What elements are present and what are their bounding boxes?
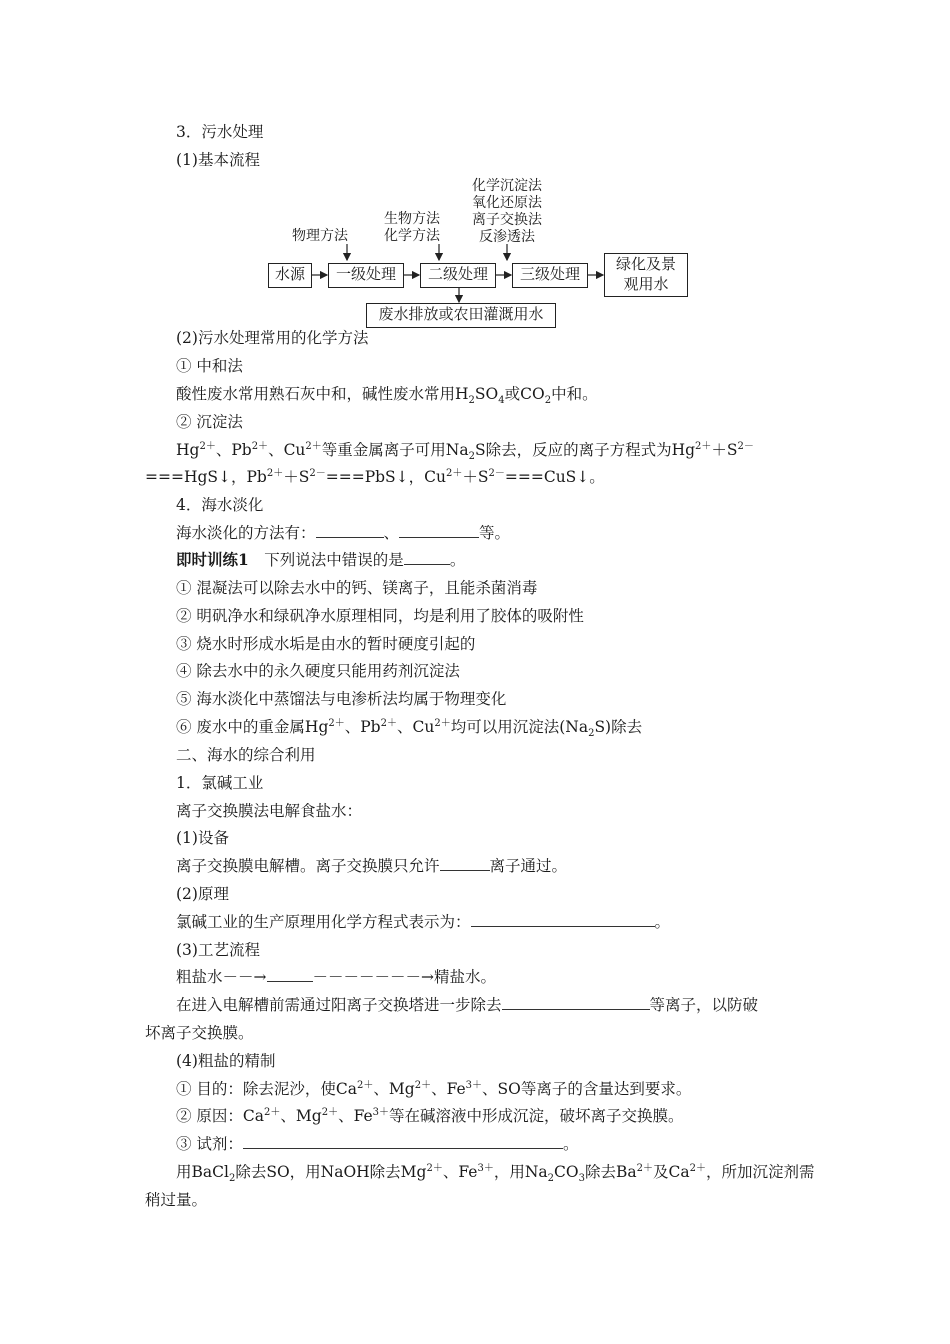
paragraph: ③ 试剂： 。 [176, 1135, 579, 1153]
paragraph: ① 目的：除去泥沙，使$Ca^{2+}$、$Mg^{2+}$、$Fe^{3+}$、SO等离子的含量达到要求。 [176, 1079, 692, 1098]
paragraph: 酸性废水常用熟石灰中和，碱性废水常用$H_2SO_4$或$CO_2$中和。 [176, 385, 598, 407]
blank[interactable] [316, 523, 384, 538]
subheading: (3)工艺流程 [176, 941, 260, 959]
method-title: ② 沉淀法 [176, 413, 243, 431]
box-greening-l2: 观用水 [623, 275, 669, 293]
label-redox: 氧化还原法 [472, 195, 542, 211]
blank[interactable] [502, 995, 650, 1010]
box-primary: 一级处理 [328, 263, 404, 288]
label-chem: 化学方法 [384, 228, 440, 244]
exercise-title: 即时训练1 [176, 550, 249, 569]
section-heading: 二、海水的综合利用 [176, 746, 316, 764]
blank[interactable] [243, 1134, 563, 1149]
paragraph: ===HgS↓，$Pb^{2+}+S^{2-}===PbS↓$，$Cu^{2+}+S^{2-}===CuS↓$。 [145, 467, 605, 486]
section-heading: 4．海水淡化 [176, 496, 264, 514]
method-title: ① 中和法 [176, 357, 243, 375]
exercise-question: 即时训练1 下列说法中错误的是 。 [176, 550, 466, 569]
section-heading: 1．氯碱工业 [176, 774, 264, 792]
paragraph: 用BaCl$_2$除去SO，用NaOH除去$Mg^{2+}$、$Fe^{3+}$，用$Na_2CO_3$除去$Ba^{2+}$及$Ca^{2+}$，所加沉淀剂需 [176, 1162, 815, 1185]
exercise-item: ⑤ 海水淡化中蒸馏法与电渗析法均属于物理变化 [176, 690, 507, 708]
box-discharge: 废水排放或农田灌溉用水 [366, 303, 556, 328]
label-ion-exchange: 离子交换法 [472, 212, 542, 228]
box-water-source: 水源 [268, 263, 312, 288]
flow-diagram [260, 170, 710, 335]
section-heading: 3．污水处理 [176, 123, 264, 141]
blank[interactable] [404, 550, 450, 565]
subheading: (1)设备 [176, 829, 229, 847]
paragraph: 氯碱工业的生产原理用化学方程式表示为： 。 [176, 913, 671, 931]
paragraph: 在进入电解槽前需通过阳离子交换塔进一步除去 等离子，以防破 [176, 996, 759, 1014]
paragraph: $Hg^{2+}$、$Pb^{2+}$、$Cu^{2+}$等重金属离子可用$Na_2S$除去，反应的离子方程式为$Hg^{2+}+S^{2-}$ [176, 440, 754, 463]
subheading: (2)原理 [176, 885, 229, 903]
paragraph: ② 原因：$Ca^{2+}$、$Mg^{2+}$、$Fe^{3+}$等在碱溶液中形成沉淀，破坏离子交换膜。 [176, 1106, 684, 1125]
exercise-item: ② 明矾净水和绿矾净水原理相同，均是利用了胶体的吸附性 [176, 607, 584, 625]
label-physical: 物理方法 [292, 228, 348, 244]
subheading: (1)基本流程 [176, 151, 260, 169]
subheading: (4)粗盐的精制 [176, 1052, 276, 1070]
paragraph: 离子交换膜法电解食盐水： [176, 802, 363, 820]
box-tertiary: 三级处理 [512, 263, 588, 288]
blank[interactable] [399, 523, 479, 538]
paragraph: 粗盐水－－→ －－－－－－－→精盐水。 [176, 968, 496, 986]
exercise-item: ④ 除去水中的永久硬度只能用药剂沉淀法 [176, 662, 460, 680]
label-precip: 化学沉淀法 [472, 178, 542, 194]
paragraph: 海水淡化的方法有： 、 等。 [176, 524, 511, 542]
label-bio: 生物方法 [384, 211, 440, 227]
box-greening [604, 253, 688, 297]
exercise-item: ⑥ 废水中的重金属$Hg^{2+}$、$Pb^{2+}$、$Cu^{2+}$均可以用沉淀法$(Na_2S)$除去 [176, 717, 643, 740]
paragraph: 稍过量。 [145, 1191, 208, 1209]
paragraph: 离子交换膜电解槽。离子交换膜只允许 离子通过。 [176, 857, 568, 875]
blank[interactable] [440, 856, 490, 871]
box-greening-l1: 绿化及景 [615, 255, 676, 273]
blank[interactable] [471, 912, 655, 927]
exercise-item: ① 混凝法可以除去水中的钙、镁离子，且能杀菌消毒 [176, 579, 538, 597]
subheading: (2)污水处理常用的化学方法 [176, 329, 369, 347]
box-secondary: 二级处理 [420, 263, 496, 288]
blank[interactable] [267, 967, 313, 982]
exercise-item: ③ 烧水时形成水垢是由水的暂时硬度引起的 [176, 635, 476, 653]
paragraph: 坏离子交换膜。 [145, 1024, 254, 1042]
label-reverse-osmosis: 反渗透法 [479, 229, 535, 245]
